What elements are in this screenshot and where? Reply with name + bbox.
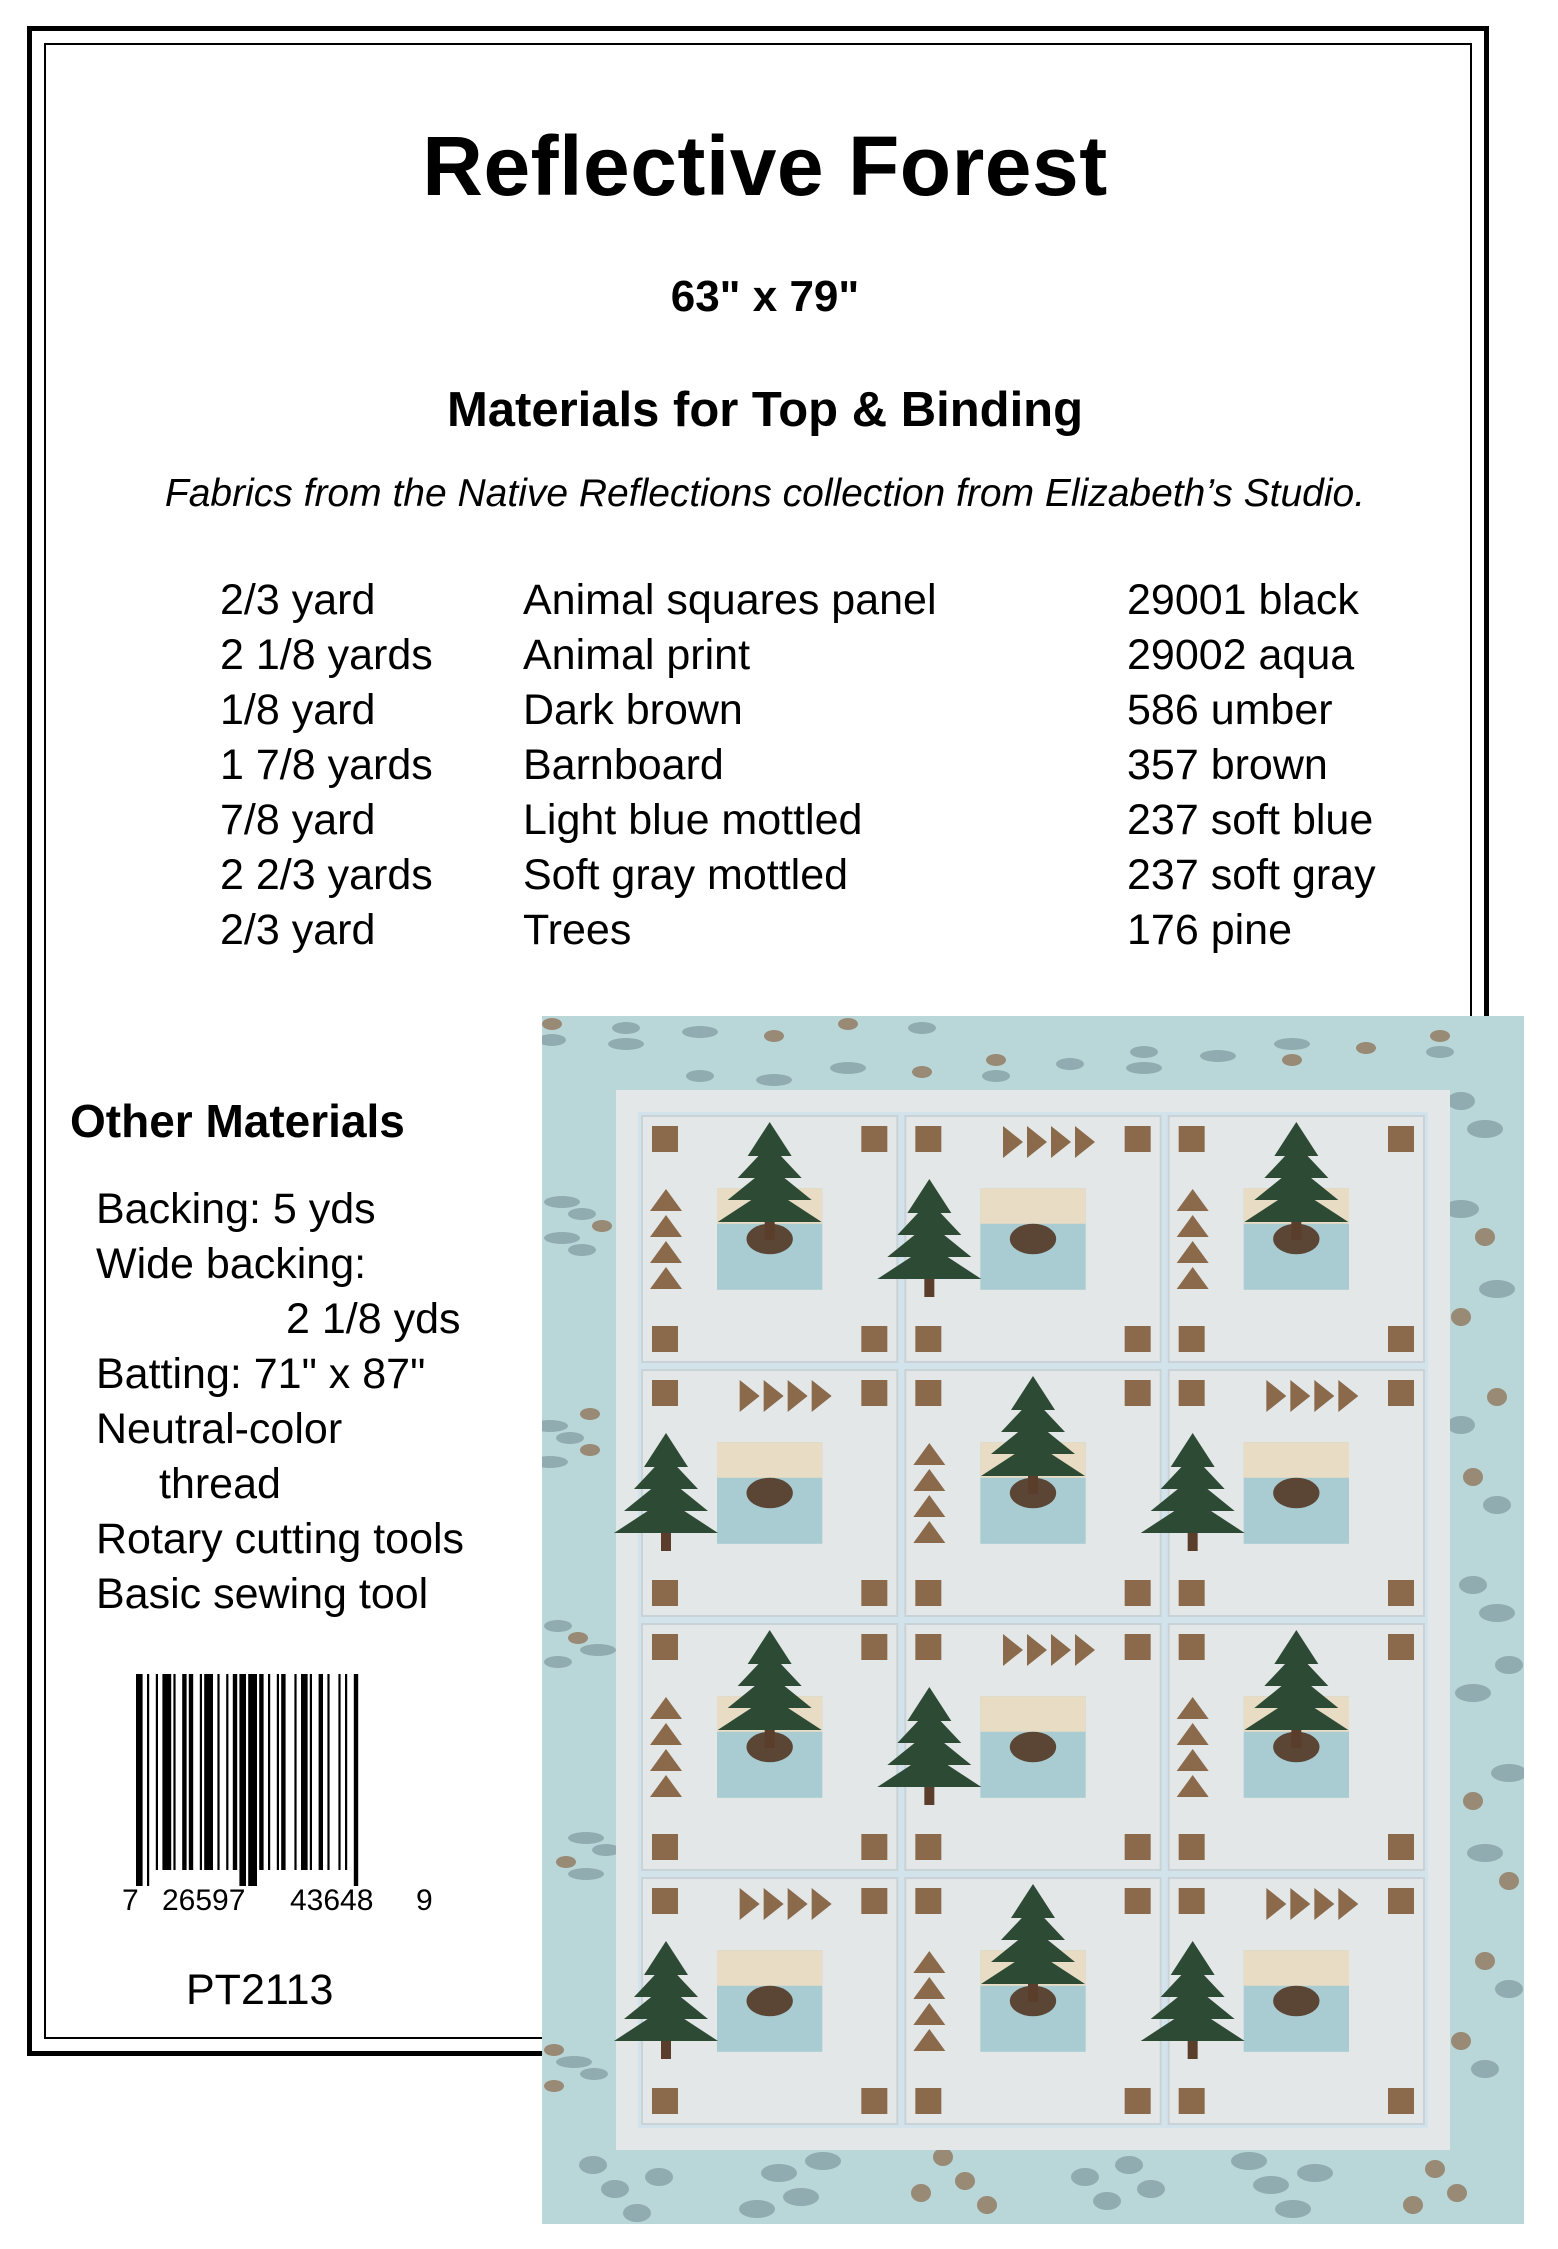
tree-trunk: [924, 1279, 934, 1297]
fabric-note: Fabrics from the Native Reflections collection from Elizabeth’s Studio.: [164, 472, 1366, 515]
material-row: [220, 631, 1420, 686]
cornerstone: [1179, 1834, 1205, 1860]
tree-trunk: [661, 1533, 671, 1551]
print-motif: [682, 1026, 718, 1038]
print-motif: [1467, 1120, 1503, 1138]
tree-trunk: [924, 1787, 934, 1805]
material-row: [220, 906, 1420, 961]
cornerstone: [1388, 2088, 1414, 2114]
cornerstone: [1388, 1580, 1414, 1606]
animal-square-sky: [717, 1442, 822, 1478]
tree-trunk: [1188, 2041, 1198, 2059]
print-motif: [838, 1018, 858, 1030]
barcode-bar: [294, 1674, 296, 1870]
other-item: Rotary cutting tools: [96, 1515, 465, 1563]
material-fabric: Light blue mottled: [523, 796, 863, 844]
cornerstone: [652, 1888, 678, 1914]
material-fabric: Barnboard: [523, 741, 724, 789]
material-code: 586 umber: [1127, 686, 1333, 734]
print-motif: [933, 2148, 953, 2166]
other-materials-heading: Other Materials: [70, 1095, 405, 1147]
material-code: 176 pine: [1127, 906, 1292, 954]
barcode-bar: [200, 1674, 202, 1870]
cornerstone: [652, 2088, 678, 2114]
cornerstone: [1388, 1326, 1414, 1352]
print-motif: [783, 2188, 819, 2206]
print-motif: [1479, 1280, 1515, 1298]
print-motif: [1200, 1050, 1236, 1062]
page-title: Reflective Forest: [422, 119, 1108, 213]
print-motif: [1487, 1388, 1507, 1406]
materials-list: [220, 576, 1420, 961]
cornerstone: [1125, 1888, 1151, 1914]
print-motif: [1425, 2160, 1445, 2178]
tree-trunk: [765, 1222, 775, 1240]
barcode-bar: [182, 1674, 186, 1870]
animal-figure: [1273, 1478, 1319, 1508]
cornerstone: [1388, 1834, 1414, 1860]
pattern-sku: PT2113: [186, 1966, 334, 2014]
print-motif: [1297, 2164, 1333, 2182]
print-motif: [579, 2156, 607, 2174]
animal-figure: [1010, 1224, 1056, 1254]
barcode-bar: [310, 1674, 312, 1870]
barcode-digits-left: 26597: [162, 1884, 246, 1914]
material-row: [220, 686, 1420, 741]
cornerstone: [915, 1634, 941, 1660]
material-amount: 7/8 yard: [220, 796, 376, 844]
cornerstone: [915, 1326, 941, 1352]
cornerstone: [861, 1834, 887, 1860]
print-motif: [805, 2152, 841, 2170]
other-materials-list: [96, 1182, 464, 1622]
print-motif: [580, 1408, 600, 1420]
print-motif: [568, 1868, 604, 1880]
cornerstone: [861, 1888, 887, 1914]
print-motif: [544, 1656, 572, 1668]
print-motif: [580, 2068, 608, 2080]
print-motif: [761, 2164, 797, 2182]
print-motif: [1495, 1656, 1523, 1674]
material-fabric: Animal squares panel: [523, 576, 937, 624]
quilt-size: 63" x 79": [670, 272, 860, 321]
print-motif: [1451, 1308, 1471, 1326]
print-motif: [544, 1196, 580, 1208]
material-fabric: Animal print: [523, 631, 751, 679]
barcode-digit-check: 9: [416, 1884, 433, 1914]
print-motif: [955, 2172, 975, 2190]
barcode-bar: [173, 1674, 175, 1870]
print-motif: [1475, 1228, 1495, 1246]
print-motif: [1231, 2152, 1267, 2170]
print-motif: [1130, 1046, 1158, 1058]
print-motif: [1275, 2200, 1311, 2218]
material-row: [220, 741, 1420, 796]
barcode-bar: [147, 1674, 149, 1886]
cornerstone: [861, 1380, 887, 1406]
tree-trunk: [1028, 1984, 1038, 2002]
barcode-bar: [136, 1674, 143, 1886]
material-amount: 2 1/8 yards: [220, 631, 433, 679]
cornerstone: [915, 1380, 941, 1406]
materials-heading: Materials for Top & Binding: [446, 383, 1084, 437]
print-motif: [556, 1856, 576, 1868]
material-fabric: Dark brown: [523, 686, 743, 734]
print-motif: [608, 1038, 644, 1050]
animal-figure: [746, 1478, 792, 1508]
tree-trunk: [1028, 1476, 1038, 1494]
cornerstone: [861, 1326, 887, 1352]
print-motif: [1447, 1092, 1475, 1110]
barcode-bar: [217, 1674, 219, 1870]
cornerstone: [915, 1834, 941, 1860]
barcode-digit-lead: 7: [122, 1884, 139, 1914]
animal-figure: [746, 1986, 792, 2016]
cornerstone: [861, 1580, 887, 1606]
material-row: [220, 851, 1420, 906]
material-amount: 2/3 yard: [220, 906, 376, 954]
cornerstone: [1179, 1126, 1205, 1152]
print-motif: [1426, 1046, 1454, 1058]
print-motif: [977, 2196, 997, 2214]
print-motif: [1455, 1684, 1491, 1702]
material-amount: 2 2/3 yards: [220, 851, 433, 899]
cornerstone: [1125, 1834, 1151, 1860]
print-motif: [568, 1208, 596, 1220]
print-motif: [580, 1644, 616, 1656]
material-fabric: Soft gray mottled: [523, 851, 849, 899]
barcode-bar: [354, 1674, 358, 1886]
barcode-bar: [327, 1674, 329, 1870]
cornerstone: [1125, 1126, 1151, 1152]
print-motif: [911, 2184, 931, 2202]
material-code: 357 brown: [1127, 741, 1328, 789]
cornerstone: [1179, 2088, 1205, 2114]
print-motif: [1274, 1038, 1310, 1050]
tree-trunk: [1291, 1730, 1301, 1748]
barcode-bar: [319, 1674, 323, 1870]
animal-square-sky: [1244, 1950, 1349, 1986]
tree-trunk: [1188, 1533, 1198, 1551]
cornerstone: [652, 1634, 678, 1660]
print-motif: [544, 1232, 580, 1244]
barcode-bar: [248, 1674, 257, 1886]
barcode-bar: [156, 1674, 158, 1870]
cornerstone: [1179, 1580, 1205, 1606]
animal-square-sky: [717, 1950, 822, 1986]
cornerstone: [915, 1126, 941, 1152]
other-item: 2 1/8 yds: [286, 1295, 461, 1343]
print-motif: [623, 2204, 651, 2222]
cornerstone: [861, 2088, 887, 2114]
animal-figure: [1273, 1986, 1319, 2016]
print-motif: [601, 2180, 629, 2198]
print-motif: [1071, 2168, 1099, 2186]
print-motif: [542, 1018, 562, 1030]
print-motif: [986, 1054, 1006, 1066]
barcode-bar: [189, 1674, 193, 1870]
barcode-bar: [226, 1674, 228, 1870]
tree-trunk: [765, 1730, 775, 1748]
cornerstone: [915, 1888, 941, 1914]
barcode-bars: [136, 1674, 358, 1886]
other-item: Neutral-color: [96, 1405, 343, 1453]
print-motif: [912, 1066, 932, 1078]
barcode-digits-right: 43648: [290, 1884, 374, 1914]
cornerstone: [1125, 1634, 1151, 1660]
barcode-bar: [259, 1674, 263, 1870]
material-amount: 1/8 yard: [220, 686, 376, 734]
print-motif: [830, 1062, 866, 1074]
barcode-bar: [345, 1674, 347, 1870]
print-motif: [756, 1074, 792, 1086]
cornerstone: [1125, 1380, 1151, 1406]
material-code: 237 soft gray: [1127, 851, 1376, 899]
material-amount: 1 7/8 yards: [220, 741, 433, 789]
print-motif: [1479, 1604, 1515, 1622]
material-fabric: Trees: [523, 906, 632, 954]
animal-square-sky: [980, 1188, 1085, 1224]
cornerstone: [1388, 1634, 1414, 1660]
cornerstone: [1388, 1888, 1414, 1914]
print-motif: [1137, 2180, 1165, 2198]
print-motif: [908, 1022, 936, 1034]
cornerstone: [652, 1380, 678, 1406]
barcode-bar: [233, 1674, 237, 1870]
cornerstone: [1179, 1634, 1205, 1660]
barcode: [120, 1674, 436, 1914]
print-motif: [1282, 1054, 1302, 1066]
print-motif: [764, 1030, 784, 1042]
print-motif: [1495, 1980, 1523, 1998]
print-motif: [544, 2044, 564, 2056]
tree-trunk: [661, 2041, 671, 2059]
print-motif: [592, 1844, 620, 1856]
print-motif: [1115, 2156, 1143, 2174]
cornerstone: [915, 2088, 941, 2114]
cornerstone: [1125, 1326, 1151, 1352]
material-code: 29002 aqua: [1127, 631, 1355, 679]
cornerstone: [1125, 1580, 1151, 1606]
cornerstone: [652, 1126, 678, 1152]
cornerstone: [1179, 1888, 1205, 1914]
print-motif: [1475, 1952, 1495, 1970]
print-motif: [1356, 1042, 1376, 1054]
print-motif: [739, 2200, 775, 2218]
other-item: Backing: 5 yds: [96, 1185, 376, 1233]
barcode-bar: [277, 1674, 279, 1870]
cornerstone: [1179, 1326, 1205, 1352]
other-item: Basic sewing tool: [96, 1570, 429, 1618]
print-motif: [1471, 2060, 1499, 2078]
material-code: 29001 black: [1127, 576, 1359, 624]
print-motif: [568, 1832, 604, 1844]
print-motif: [1459, 1576, 1487, 1594]
print-motif: [1463, 1468, 1483, 1486]
print-motif: [544, 2080, 564, 2092]
print-motif: [1467, 1844, 1503, 1862]
print-motif: [580, 1444, 600, 1456]
barcode-bar: [301, 1674, 308, 1870]
barcode-bar: [281, 1674, 285, 1870]
print-motif: [556, 2056, 592, 2068]
material-amount: 2/3 yard: [220, 576, 376, 624]
print-motif: [1126, 1062, 1162, 1074]
cornerstone: [1388, 1380, 1414, 1406]
cornerstone: [652, 1326, 678, 1352]
print-motif: [1430, 1030, 1450, 1042]
print-motif: [556, 1432, 584, 1444]
cornerstone: [1125, 2088, 1151, 2114]
print-motif: [1499, 1872, 1519, 1890]
print-motif: [1253, 2176, 1289, 2194]
print-motif: [544, 1620, 572, 1632]
print-motif: [568, 1632, 588, 1644]
cornerstone: [861, 1126, 887, 1152]
print-motif: [612, 1022, 640, 1034]
other-item: Wide backing:: [96, 1240, 367, 1288]
cornerstone: [861, 1634, 887, 1660]
print-motif: [1056, 1058, 1084, 1070]
barcode-bar: [239, 1674, 246, 1886]
barcode-bar: [204, 1674, 213, 1870]
cornerstone: [1388, 1126, 1414, 1152]
print-motif: [1463, 1792, 1483, 1810]
animal-figure: [1010, 1732, 1056, 1762]
print-motif: [1447, 2184, 1467, 2202]
cornerstone: [652, 1580, 678, 1606]
animal-square-sky: [980, 1696, 1085, 1732]
material-row: [220, 796, 1420, 851]
barcode-bar: [162, 1674, 171, 1870]
material-row: [220, 576, 1420, 631]
barcode-bar: [338, 1674, 340, 1870]
other-item: Batting: 71" x 87": [96, 1350, 426, 1398]
cornerstone: [1179, 1380, 1205, 1406]
animal-square-sky: [1244, 1442, 1349, 1478]
material-code: 237 soft blue: [1127, 796, 1374, 844]
quilt-image: [542, 1016, 1524, 2224]
print-motif: [1451, 2032, 1471, 2050]
print-motif: [982, 1070, 1010, 1082]
print-motif: [1447, 1416, 1475, 1434]
print-motif: [1403, 2196, 1423, 2214]
print-motif: [1483, 1496, 1511, 1514]
print-motif: [645, 2168, 673, 2186]
print-motif: [592, 1220, 612, 1232]
print-motif: [686, 1070, 714, 1082]
cornerstone: [915, 1580, 941, 1606]
cornerstone: [652, 1834, 678, 1860]
other-item: thread: [159, 1460, 281, 1508]
print-motif: [1093, 2192, 1121, 2210]
barcode-bar: [268, 1674, 270, 1870]
tree-trunk: [1291, 1222, 1301, 1240]
print-motif: [568, 1244, 596, 1256]
